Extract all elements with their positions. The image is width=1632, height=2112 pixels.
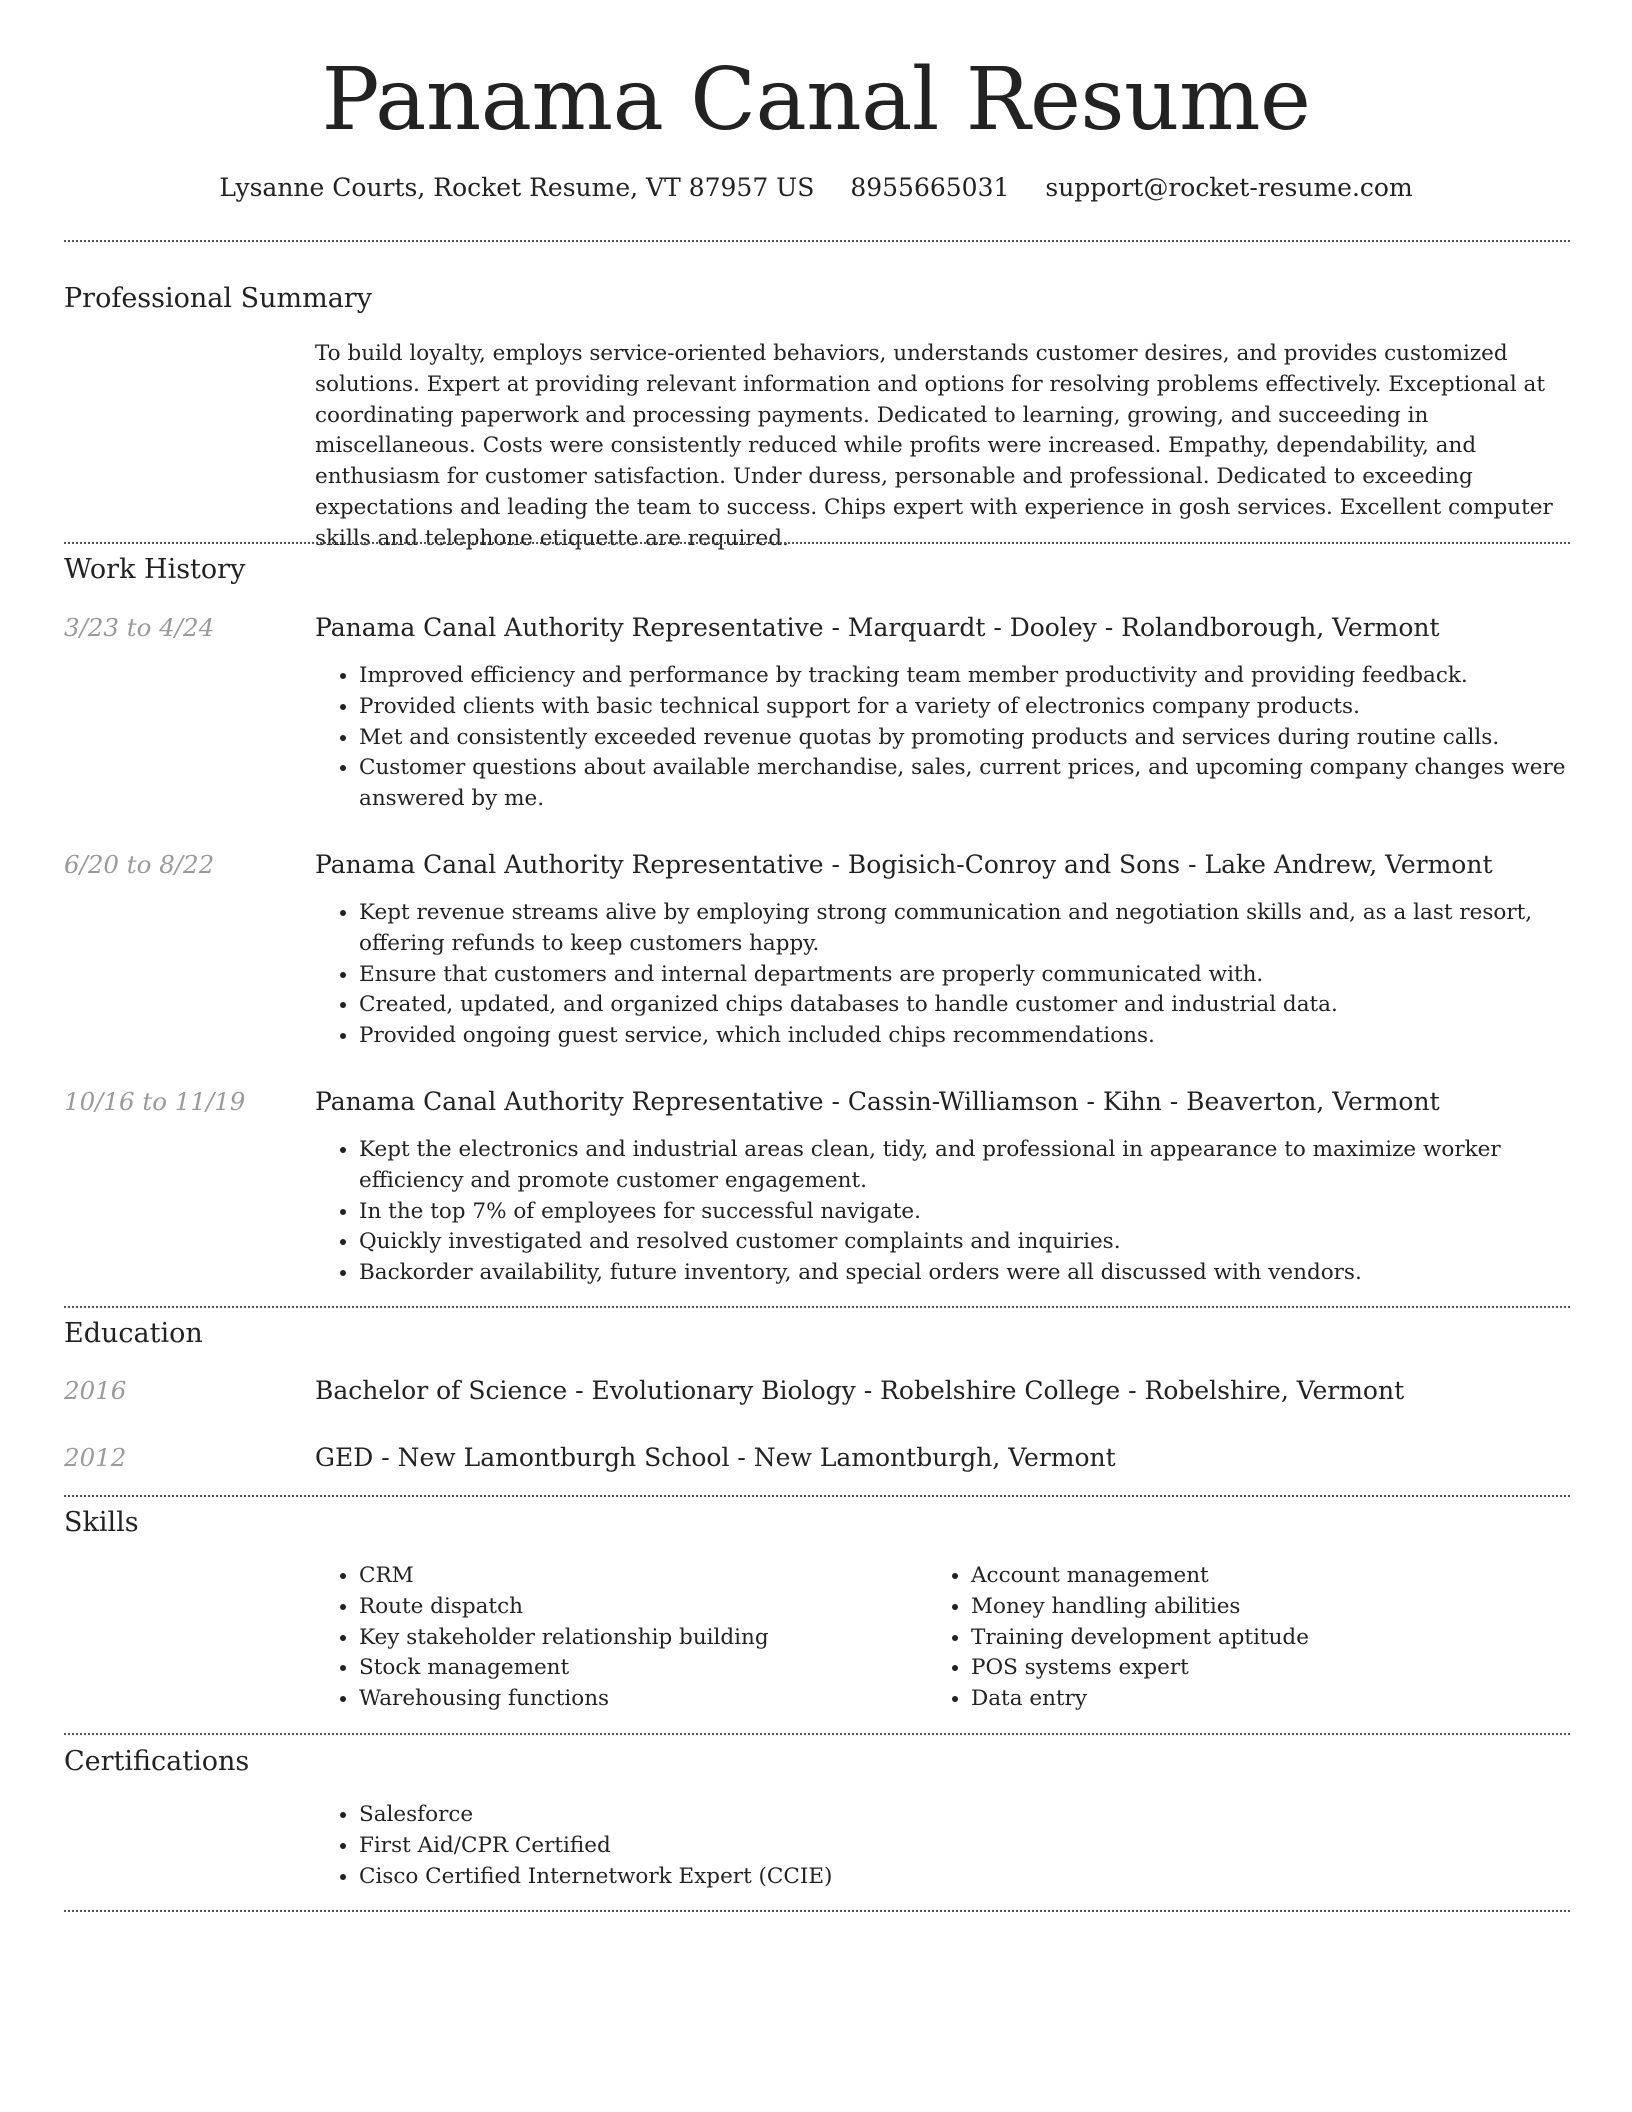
contact-email: support@rocket-resume.com: [1045, 173, 1413, 202]
list-item: • First Aid/CPR Certified: [359, 1831, 1609, 1862]
list-item: • Data entry: [971, 1684, 1632, 1715]
list-item: • In the top 7% of employees for successful navigate.: [359, 1197, 1609, 1228]
list-item: • CRM: [359, 1561, 1609, 1592]
summary-text: To build loyalty, employs service-oriented behaviors, understands customer desires, and provides customized solutions. Expert at providing relevant information and options for resolving problems effectively. Exceptional at coordinating paperwork and processing payments. Dedicated to learning, growing, and succeeding in miscellaneous. Costs were consistently reduced while profits were increased. Empathy, dependability, and enthusiasm for customer satisfaction. Under duress, personable and professional. Dedicated to exceeding expectations and leading the team to success. Chips expert with experience in gosh services. Excellent computer skills and telephone etiquette are required.: [315, 341, 1553, 551]
list-item: • Kept revenue streams alive by employing strong communication and negotiation skills and, as a last resort, offering refunds to keep customers happy.: [359, 898, 1609, 960]
list-item: • Provided ongoing guest service, which included chips recommendations.: [359, 1021, 1609, 1052]
list-item: • Met and consistently exceeded revenue quotas by promoting products and services during routine calls.: [359, 723, 1609, 754]
job-title: Panama Canal Authority Representative - Cassin-Williamson - Kihn - Beaverton, Vermont: [315, 1087, 1440, 1116]
list-item: • Account management: [971, 1561, 1632, 1592]
list-item: • Training development aptitude: [971, 1623, 1632, 1654]
contact-line: [0, 170, 1632, 206]
job-title: Panama Canal Authority Representative - Bogisich-Conroy and Sons - Lake Andrew, Vermont: [315, 850, 1493, 879]
list-item: • Money handling abilities: [971, 1592, 1632, 1623]
divider: [64, 1910, 1570, 1912]
education-entry: Bachelor of Science - Evolutionary Biology - Robelshire College - Robelshire, Vermont: [315, 1376, 1405, 1405]
list-item: • Created, updated, and organized chips databases to handle customer and industrial data.: [359, 990, 1609, 1021]
list-item: • Key stakeholder relationship building: [359, 1623, 1609, 1654]
list-item: • Improved efficiency and performance by tracking team member productivity and providing feedback.: [359, 661, 1609, 692]
section-heading-summary: Professional Summary: [64, 283, 372, 314]
job-title: Panama Canal Authority Representative - Marquardt - Dooley - Rolandborough, Vermont: [315, 613, 1440, 642]
divider: [64, 1495, 1570, 1497]
divider: [64, 1733, 1570, 1735]
list-item: • Provided clients with basic technical support for a variety of electronics company products.: [359, 692, 1609, 723]
divider: [64, 1306, 1570, 1308]
job-bullets: [315, 898, 1609, 1052]
list-item: • Salesforce: [359, 1800, 1609, 1831]
section-heading-work-history: Work History: [64, 554, 246, 585]
job-dates: 6/20 to 8/22: [64, 850, 215, 879]
list-item: • Stock management: [359, 1653, 1609, 1684]
section-heading-education: Education: [64, 1318, 203, 1349]
list-item: • Route dispatch: [359, 1592, 1609, 1623]
job-dates: 10/16 to 11/19: [64, 1087, 246, 1116]
job-bullets: [315, 661, 1609, 815]
education-year: 2012: [64, 1443, 127, 1472]
divider: [64, 542, 1570, 544]
education-entry: GED - New Lamontburgh School - New Lamontburgh, Vermont: [315, 1443, 1116, 1472]
list-item: • Kept the electronics and industrial areas clean, tidy, and professional in appearance to maximize worker efficiency and promote customer engagement.: [359, 1135, 1609, 1197]
job-bullets: [315, 1135, 1609, 1289]
list-item: • POS systems expert: [971, 1653, 1632, 1684]
list-item: • Ensure that customers and internal departments are properly communicated with.: [359, 960, 1609, 991]
contact-phone: 8955665031: [850, 173, 1010, 202]
divider: [64, 240, 1570, 242]
list-item: • Warehousing functions: [359, 1684, 1609, 1715]
contact-address: Lysanne Courts, Rocket Resume, VT 87957 US: [219, 173, 815, 202]
job-dates: 3/23 to 4/24: [64, 613, 215, 642]
certifications-list: [315, 1800, 1609, 1892]
list-item: • Backorder availability, future inventory, and special orders were all discussed with vendors.: [359, 1258, 1609, 1289]
section-heading-certifications: Certifications: [64, 1746, 250, 1777]
skills-list-right: [927, 1561, 1632, 1715]
resume-title: Panama Canal Resume: [321, 50, 1311, 150]
section-heading-skills: Skills: [64, 1507, 139, 1538]
list-item: • Quickly investigated and resolved customer complaints and inquiries.: [359, 1227, 1609, 1258]
list-item: • Customer questions about available merchandise, sales, current prices, and upcoming company changes were answered by me.: [359, 753, 1609, 815]
education-year: 2016: [64, 1376, 127, 1405]
list-item: • Cisco Certified Internetwork Expert (CCIE): [359, 1862, 1609, 1893]
